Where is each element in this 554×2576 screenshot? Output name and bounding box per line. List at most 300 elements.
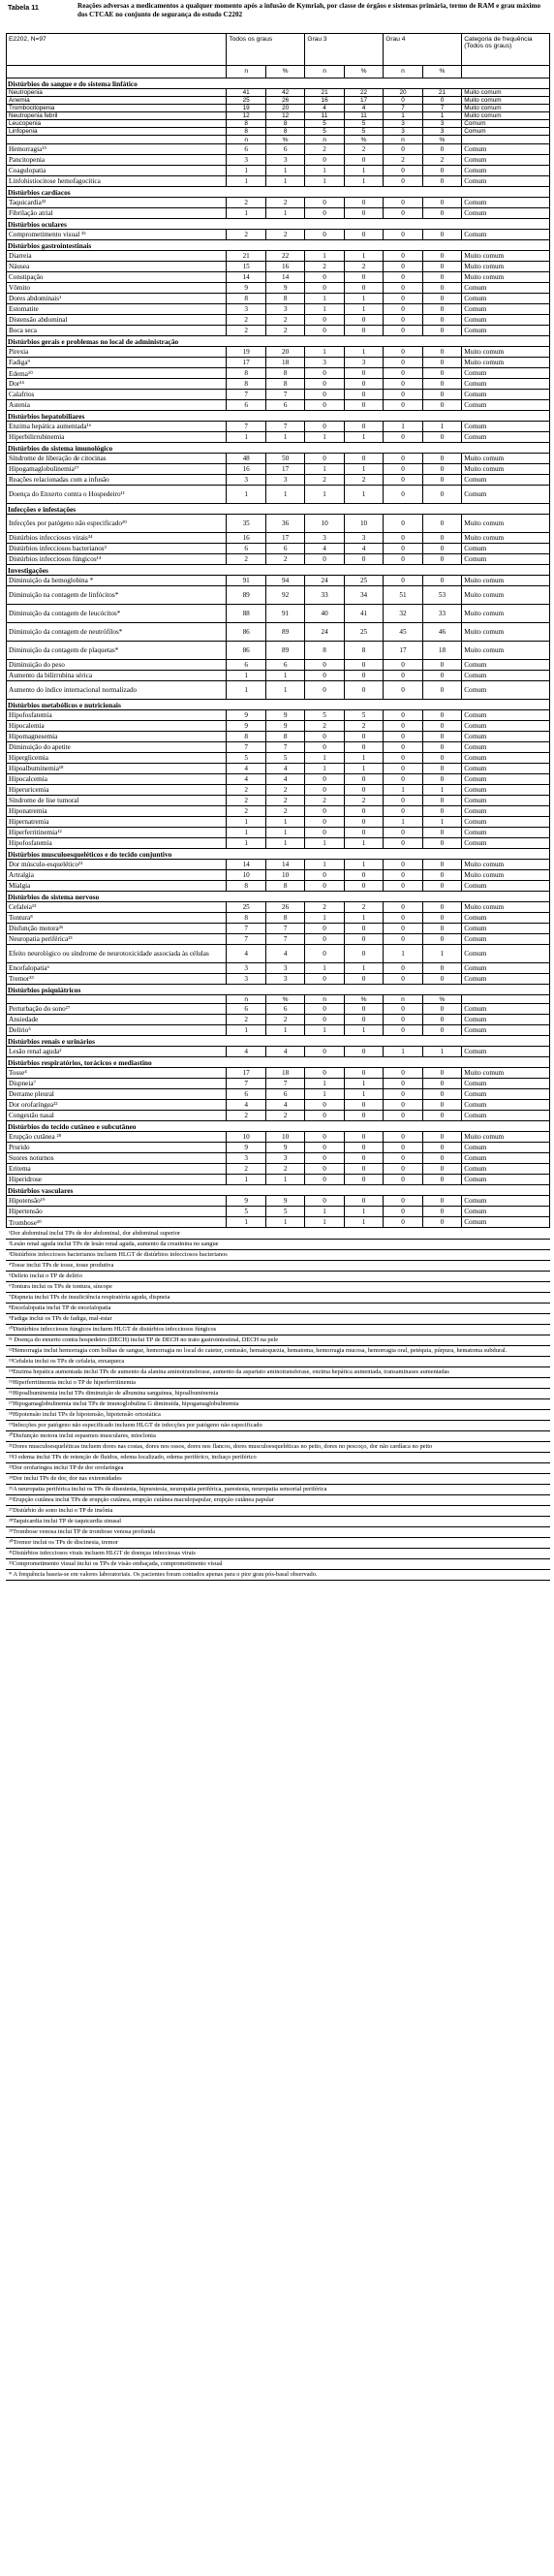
section-label: Distúrbios do sistema nervoso xyxy=(7,892,550,902)
frequency-cell: Muito comum xyxy=(462,605,550,623)
table-row xyxy=(7,774,550,785)
value-cell: 8 xyxy=(265,128,304,136)
value-cell: 0 xyxy=(422,1025,461,1036)
value-cell: 0 xyxy=(305,283,344,294)
frequency-cell: Muito comum xyxy=(462,533,550,544)
value-cell: 1 xyxy=(305,486,344,504)
value-cell: 0 xyxy=(384,554,422,565)
value-cell: 1 xyxy=(344,764,383,774)
value-cell: 0 xyxy=(422,251,461,262)
section-row xyxy=(7,336,550,347)
value-cell: 7 xyxy=(265,1079,304,1089)
value-cell: 0 xyxy=(344,774,383,785)
footnote: ²³Dor orofaríngea inclui TP de dor orofaríngea xyxy=(6,1463,550,1474)
value-cell: 1 xyxy=(384,945,422,963)
term-cell: Hipogamaglobulinemia¹⁷ xyxy=(7,464,227,475)
value-cell: 0 xyxy=(422,358,461,368)
value-cell: % xyxy=(422,995,461,1004)
term-cell: Efeito neurológico ou síndrome de neurotoxicidade associada às células xyxy=(7,945,227,963)
value-cell: 0 xyxy=(384,828,422,838)
value-cell: 0 xyxy=(422,902,461,913)
adverse-reactions-table xyxy=(6,33,550,1228)
value-cell: 1 xyxy=(227,208,265,219)
value-cell: 0 xyxy=(305,1047,344,1057)
table-row xyxy=(7,671,550,681)
value-cell: 0 xyxy=(384,902,422,913)
value-cell: 8 xyxy=(305,642,344,660)
value-cell: 2 xyxy=(305,721,344,732)
subheader-blank xyxy=(7,66,227,79)
value-cell: 0 xyxy=(384,924,422,934)
table-row xyxy=(7,764,550,774)
term-cell: Síndrome de liberação de citocinas xyxy=(7,454,227,464)
value-cell: 1 xyxy=(305,1217,344,1228)
value-cell: 1 xyxy=(344,166,383,176)
value-cell: 0 xyxy=(422,974,461,985)
value-cell: 0 xyxy=(422,554,461,565)
value-cell: 0 xyxy=(422,913,461,924)
value-cell: 0 xyxy=(384,881,422,892)
value-cell: 0 xyxy=(344,817,383,828)
frequency-cell: Comum xyxy=(462,1100,550,1111)
value-cell: 0 xyxy=(384,368,422,379)
frequency-cell: Muito comum xyxy=(462,642,550,660)
value-cell: 0 xyxy=(384,1068,422,1079)
value-cell: 0 xyxy=(305,660,344,671)
value-cell: 4 xyxy=(227,1100,265,1111)
value-cell: 4 xyxy=(265,764,304,774)
frequency-cell: Muito comum xyxy=(462,860,550,870)
value-cell: 0 xyxy=(384,1100,422,1111)
section-label: Distúrbios musculoesqueléticos e do tecido conjuntivo xyxy=(7,849,550,860)
value-cell: 0 xyxy=(305,422,344,432)
value-cell: 1 xyxy=(344,176,383,187)
footnote: ⁴Tosse inclui TPs de tosse, tosse produtiva xyxy=(6,1261,550,1272)
frequency-cell: Comum xyxy=(462,721,550,732)
value-cell: 0 xyxy=(422,742,461,753)
value-cell: 2 xyxy=(227,1111,265,1121)
term-cell: Taquicardia³² xyxy=(7,198,227,208)
value-cell: 1 xyxy=(305,464,344,475)
value-cell: 0 xyxy=(305,774,344,785)
value-cell: 0 xyxy=(422,1015,461,1025)
term-cell: Delírio⁵ xyxy=(7,1025,227,1036)
table-row xyxy=(7,605,550,623)
subheader-row xyxy=(7,66,550,79)
frequency-cell: Comum xyxy=(462,1079,550,1089)
value-cell: 0 xyxy=(344,1111,383,1121)
value-cell: 1 xyxy=(305,838,344,849)
section-row xyxy=(7,443,550,454)
value-cell: 0 xyxy=(384,358,422,368)
value-cell: 0 xyxy=(384,432,422,443)
frequency-cell: Comum xyxy=(462,432,550,443)
value-cell: 1 xyxy=(305,251,344,262)
value-cell: 0 xyxy=(422,272,461,283)
table-row xyxy=(7,710,550,721)
term-cell: Linfohistiocitose hemofagocítica xyxy=(7,176,227,187)
value-cell: 0 xyxy=(384,934,422,945)
value-cell: 10 xyxy=(227,870,265,881)
value-cell: 0 xyxy=(384,671,422,681)
value-cell: 0 xyxy=(384,464,422,475)
value-cell: 0 xyxy=(305,368,344,379)
subheader-pct: % xyxy=(265,66,304,79)
table-row xyxy=(7,796,550,806)
value-cell: 0 xyxy=(384,166,422,176)
value-cell: 6 xyxy=(227,144,265,155)
value-cell: 6 xyxy=(227,1089,265,1100)
value-cell: 0 xyxy=(422,390,461,400)
value-cell: 10 xyxy=(305,515,344,533)
term-cell: Calafrios xyxy=(7,390,227,400)
table-row xyxy=(7,1175,550,1185)
value-cell: 0 xyxy=(384,454,422,464)
value-cell: 17 xyxy=(344,97,383,105)
value-cell: 14 xyxy=(265,860,304,870)
value-cell: 18 xyxy=(265,1068,304,1079)
term-cell: Distensão abdominal xyxy=(7,315,227,326)
table-row xyxy=(7,913,550,924)
value-cell: 7 xyxy=(265,742,304,753)
footnote: ¹⁹Infecções por patógeno não especificado incluem HLGT de infecções por patógeno não especificado xyxy=(6,1421,550,1431)
frequency-cell: Comum xyxy=(462,1089,550,1100)
footnote: ³²Comprometimento visual inclui os TPs de visão embaçada, comprometimento visual xyxy=(6,1559,550,1570)
value-cell: 7 xyxy=(227,924,265,934)
value-cell: 0 xyxy=(422,1111,461,1121)
value-cell: 21 xyxy=(422,89,461,97)
value-cell: 0 xyxy=(384,326,422,336)
value-cell: 1 xyxy=(305,304,344,315)
value-cell: 12 xyxy=(265,112,304,120)
footnote: ³⁰Tremor inclui os TPs de discinesia, tremor xyxy=(6,1538,550,1549)
value-cell: 6 xyxy=(227,544,265,554)
footnote: ²⁷Distúrbio do sono inclui o TP de insônia xyxy=(6,1506,550,1517)
value-cell: 0 xyxy=(422,764,461,774)
value-cell: 1 xyxy=(305,913,344,924)
value-cell: 2 xyxy=(227,230,265,240)
value-cell: 0 xyxy=(422,315,461,326)
frequency-cell: Comum xyxy=(462,828,550,838)
frequency-cell: Comum xyxy=(462,1153,550,1164)
value-cell: 48 xyxy=(227,454,265,464)
table-row xyxy=(7,1196,550,1207)
value-cell: 0 xyxy=(384,710,422,721)
value-cell: 0 xyxy=(305,1196,344,1207)
footnote: ²⁰Disfunção motora inclui espasmos musculares, mioclonia xyxy=(6,1431,550,1442)
value-cell: 18 xyxy=(265,358,304,368)
value-cell: 0 xyxy=(422,326,461,336)
section-label: Distúrbios metabólicos e nutricionais xyxy=(7,700,550,710)
value-cell: 3 xyxy=(265,155,304,166)
value-cell: 2 xyxy=(265,1111,304,1121)
value-cell: 1 xyxy=(422,945,461,963)
term-cell: Derrame pleural xyxy=(7,1089,227,1100)
term-cell: Infecções por patógeno não especificado²⁰ xyxy=(7,515,227,533)
frequency-cell: Comum xyxy=(462,1143,550,1153)
frequency-cell: Muito comum xyxy=(462,454,550,464)
value-cell: 2 xyxy=(227,785,265,796)
value-cell: 19 xyxy=(227,347,265,358)
value-cell: 0 xyxy=(384,1217,422,1228)
term-cell: Dor orofaríngea²² xyxy=(7,1100,227,1111)
section-row xyxy=(7,411,550,422)
value-cell: 0 xyxy=(344,1047,383,1057)
term-cell: Síndrome de lise tumoral xyxy=(7,796,227,806)
term-cell: Hipofosfatemia xyxy=(7,710,227,721)
value-cell: 0 xyxy=(422,1079,461,1089)
value-cell: 0 xyxy=(305,732,344,742)
frequency-cell: Comum xyxy=(462,475,550,486)
value-cell: 0 xyxy=(384,774,422,785)
value-cell: 0 xyxy=(422,1153,461,1164)
frequency-cell: Comum xyxy=(462,198,550,208)
frequency-cell: Comum xyxy=(462,764,550,774)
section-label: Distúrbios do sangue e do sistema linfático xyxy=(7,79,550,89)
value-cell: 5 xyxy=(344,128,383,136)
value-cell: 9 xyxy=(265,721,304,732)
table-row xyxy=(7,1089,550,1100)
value-cell: 5 xyxy=(344,120,383,128)
term-cell: Linfopenia xyxy=(7,128,227,136)
value-cell: 0 xyxy=(344,881,383,892)
grade4-header: Grau 4 xyxy=(384,34,462,66)
value-cell: 17 xyxy=(227,358,265,368)
term-cell: Diminuição do peso xyxy=(7,660,227,671)
section-row xyxy=(7,219,550,230)
value-cell: 0 xyxy=(305,742,344,753)
table-caption xyxy=(0,0,554,31)
table-row xyxy=(7,272,550,283)
value-cell: 0 xyxy=(422,732,461,742)
value-cell: 7 xyxy=(227,422,265,432)
frequency-cell: Comum xyxy=(462,806,550,817)
value-cell: 46 xyxy=(422,623,461,642)
value-cell: 0 xyxy=(344,1132,383,1143)
value-cell: 1 xyxy=(265,176,304,187)
value-cell: 10 xyxy=(344,515,383,533)
value-cell: 7 xyxy=(227,390,265,400)
value-cell: 1 xyxy=(305,753,344,764)
value-cell: 1 xyxy=(305,347,344,358)
value-cell: 0 xyxy=(422,1175,461,1185)
value-cell: 2 xyxy=(305,902,344,913)
frequency-cell: Comum xyxy=(462,1047,550,1057)
value-cell: 20 xyxy=(265,347,304,358)
table-row xyxy=(7,176,550,187)
value-cell: 14 xyxy=(227,272,265,283)
frequency-cell: Comum xyxy=(462,304,550,315)
value-cell: 4 xyxy=(344,544,383,554)
table-row xyxy=(7,1025,550,1036)
value-cell: 1 xyxy=(422,817,461,828)
value-cell: 0 xyxy=(384,721,422,732)
term-cell: Diminuição da contagem de plaquetas* xyxy=(7,642,227,660)
term-cell: Dor músculo-esquelético²¹ xyxy=(7,860,227,870)
frequency-cell: Comum xyxy=(462,544,550,554)
value-cell: 10 xyxy=(265,870,304,881)
value-cell: 34 xyxy=(344,586,383,605)
value-cell: 0 xyxy=(384,144,422,155)
frequency-cell: Comum xyxy=(462,486,550,504)
value-cell: 0 xyxy=(422,721,461,732)
value-cell: 2 xyxy=(305,475,344,486)
frequency-cell: Comum xyxy=(462,681,550,700)
value-cell: 41 xyxy=(227,89,265,97)
table-row xyxy=(7,432,550,443)
footnote: ¹Dor abdominal inclui TPs de dor abdominal, dor abdominal superior xyxy=(6,1229,550,1240)
value-cell: 1 xyxy=(265,486,304,504)
value-cell: 0 xyxy=(305,198,344,208)
value-cell: 24 xyxy=(305,623,344,642)
value-cell: 0 xyxy=(384,515,422,533)
value-cell: 1 xyxy=(305,176,344,187)
value-cell: 0 xyxy=(344,390,383,400)
value-cell: 0 xyxy=(422,924,461,934)
value-cell: 94 xyxy=(265,576,304,586)
value-cell: 5 xyxy=(227,753,265,764)
value-cell: 3 xyxy=(344,533,383,544)
value-cell: 0 xyxy=(344,283,383,294)
value-cell: 0 xyxy=(344,681,383,700)
term-cell: Hiperbilirrubinemia xyxy=(7,432,227,443)
value-cell: % xyxy=(344,136,383,144)
table-row xyxy=(7,120,550,128)
frequency-cell: Comum xyxy=(462,1175,550,1185)
value-cell: 0 xyxy=(305,1153,344,1164)
value-cell: 0 xyxy=(422,870,461,881)
value-cell: 0 xyxy=(344,1068,383,1079)
footnote: ⁵Delírio inclui o TP de delírio xyxy=(6,1272,550,1282)
value-cell: 3 xyxy=(265,1153,304,1164)
value-cell: 6 xyxy=(227,400,265,411)
value-cell: 0 xyxy=(384,251,422,262)
table-row xyxy=(7,230,550,240)
value-cell: 0 xyxy=(384,796,422,806)
value-cell: 32 xyxy=(384,605,422,623)
value-cell: 3 xyxy=(227,974,265,985)
table-row xyxy=(7,475,550,486)
value-cell: 0 xyxy=(344,1153,383,1164)
value-cell: 0 xyxy=(384,198,422,208)
frequency-cell: Muito comum xyxy=(462,105,550,112)
value-cell: 0 xyxy=(384,347,422,358)
table-row xyxy=(7,995,550,1004)
value-cell: 0 xyxy=(344,924,383,934)
frequency-cell: Comum xyxy=(462,660,550,671)
value-cell: 0 xyxy=(384,1132,422,1143)
value-cell: 2 xyxy=(265,1015,304,1025)
value-cell: 4 xyxy=(305,544,344,554)
value-cell: 0 xyxy=(305,671,344,681)
table-row xyxy=(7,1015,550,1025)
value-cell: % xyxy=(265,136,304,144)
value-cell: 0 xyxy=(422,806,461,817)
value-cell: 2 xyxy=(305,262,344,272)
value-cell: 0 xyxy=(344,742,383,753)
value-cell: 9 xyxy=(265,1196,304,1207)
value-cell: n xyxy=(305,136,344,144)
section-label: Distúrbios do tecido cutâneo e subcutâneo xyxy=(7,1121,550,1132)
value-cell: 10 xyxy=(227,1132,265,1143)
value-cell: 0 xyxy=(344,1100,383,1111)
footnote: ²¹Dores musculoesqueléticas incluem dores nas costas, dores nos ossos, dores nos flancos, dores musculoesqueléticas no peito, dores no pescoço, dor não cardíaca no peito xyxy=(6,1442,550,1453)
value-cell: 0 xyxy=(305,870,344,881)
value-cell: 19 xyxy=(227,105,265,112)
section-row xyxy=(7,849,550,860)
term-cell: Hipotensão¹⁹ xyxy=(7,1196,227,1207)
term-cell: Hipocalcemia xyxy=(7,774,227,785)
frequency-cell: Comum xyxy=(462,774,550,785)
frequency-cell: Comum xyxy=(462,1164,550,1175)
frequency-cell: Muito comum xyxy=(462,272,550,283)
value-cell: 1 xyxy=(305,1089,344,1100)
value-cell: 1 xyxy=(422,112,461,120)
footnote: ²Lesão renal aguda inclui TPs de lesão renal aguda, aumento da creatinina no sangue xyxy=(6,1240,550,1250)
table-row xyxy=(7,1079,550,1089)
value-cell: 9 xyxy=(227,283,265,294)
value-cell: 3 xyxy=(305,533,344,544)
section-label: Distúrbios cardíacos xyxy=(7,187,550,198)
table-row xyxy=(7,166,550,176)
value-cell: 3 xyxy=(344,358,383,368)
value-cell: 2 xyxy=(305,144,344,155)
term-cell: Diminuição da hemoglobina * xyxy=(7,576,227,586)
value-cell: 0 xyxy=(305,454,344,464)
frequency-cell: Muito comum xyxy=(462,358,550,368)
footnote: ¹⁰Distúrbios infecciosos fúngicos incluem HLGT de distúrbios infecciosos fúngicos xyxy=(6,1325,550,1335)
term-cell: Encefalopatia⁶ xyxy=(7,963,227,974)
value-cell: 8 xyxy=(227,913,265,924)
table-row xyxy=(7,105,550,112)
frequency-cell: Comum xyxy=(462,368,550,379)
value-cell: 1 xyxy=(227,681,265,700)
value-cell: 0 xyxy=(305,974,344,985)
value-cell: 0 xyxy=(305,379,344,390)
value-cell: 1 xyxy=(344,1025,383,1036)
table-row xyxy=(7,721,550,732)
term-cell: Constipação xyxy=(7,272,227,283)
frequency-cell: Muito comum xyxy=(462,1132,550,1143)
table-row xyxy=(7,112,550,120)
section-row xyxy=(7,1185,550,1196)
term-cell: Comprometimento visual ³⁵ xyxy=(7,230,227,240)
value-cell: 33 xyxy=(422,605,461,623)
footnote: ³Distúrbios infecciosos bacterianos incluem HLGT de distúrbios infecciosos bacterianos xyxy=(6,1250,550,1261)
value-cell: 0 xyxy=(422,347,461,358)
value-cell: 8 xyxy=(265,120,304,128)
table-row xyxy=(7,554,550,565)
value-cell: 2 xyxy=(265,315,304,326)
value-cell: 4 xyxy=(227,774,265,785)
value-cell: 8 xyxy=(227,368,265,379)
value-cell: 9 xyxy=(227,710,265,721)
value-cell: 0 xyxy=(305,315,344,326)
value-cell: 3 xyxy=(305,358,344,368)
value-cell: 10 xyxy=(265,1132,304,1143)
frequency-cell: Comum xyxy=(462,208,550,219)
value-cell: 2 xyxy=(265,796,304,806)
value-cell: 0 xyxy=(305,1100,344,1111)
value-cell: 2 xyxy=(265,230,304,240)
value-cell: 0 xyxy=(305,1143,344,1153)
value-cell: 3 xyxy=(265,304,304,315)
section-label: Investigações xyxy=(7,565,550,576)
value-cell: 0 xyxy=(422,681,461,700)
value-cell: 0 xyxy=(344,806,383,817)
frequency-cell: Comum xyxy=(462,785,550,796)
table-row xyxy=(7,586,550,605)
